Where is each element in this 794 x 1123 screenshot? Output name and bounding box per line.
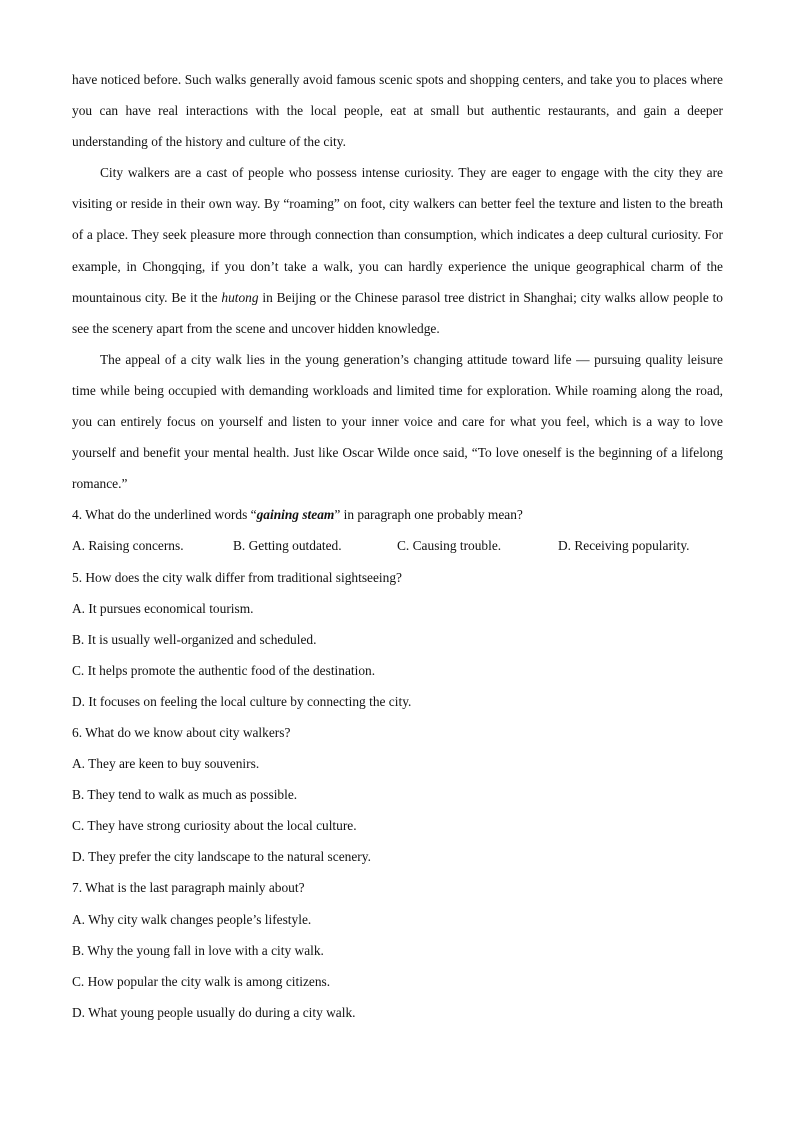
q4-option-b: B. Getting outdated. bbox=[233, 538, 342, 554]
q4-option-c: C. Causing trouble. bbox=[397, 538, 502, 554]
q4-stem-start: 4. What do the underlined words “ bbox=[72, 507, 257, 523]
q5-option-d: D. It focuses on feeling the local culture by connecting the city. bbox=[72, 693, 412, 709]
q5-option-b: B. It is usually well-organized and scheduled. bbox=[72, 631, 317, 647]
question-4-options bbox=[72, 530, 723, 561]
q7-option-b: B. Why the young fall in love with a city walk. bbox=[72, 942, 324, 958]
passage-paragraph-3: The appeal of a city walk lies in the young generation’s changing attitude toward life — pursuing quality leisure time while being occupied with demanding workloads and limited time for exploration. While roaming along the road, you can entirely focus on yourself and listen to your inner voice and care for what you feel, which is a way to love yourself and benefit your mental health. Just like Oscar Wilde once said, “To love oneself is the beginning of a lifelong romance.” bbox=[72, 351, 723, 492]
question-7-stem: 7. What is the last paragraph mainly about? bbox=[72, 880, 305, 896]
question-4-stem bbox=[72, 499, 723, 530]
q6-option-d: D. They prefer the city landscape to the natural scenery. bbox=[72, 849, 371, 865]
q4-option-d: D. Receiving popularity. bbox=[558, 538, 690, 554]
hutong-term: hutong bbox=[221, 289, 259, 305]
passage-paragraph-1: have noticed before. Such walks generally avoid famous scenic spots and shopping centers, and take you to places where you can have real interactions with the local people, eat at small but authentic restaurants, and gain a deeper understanding of the history and culture of the city. bbox=[72, 72, 723, 150]
passage-paragraph-2 bbox=[72, 157, 723, 344]
q4-underlined-words: gaining steam bbox=[256, 507, 335, 523]
question-6-stem: 6. What do we know about city walkers? bbox=[72, 724, 291, 740]
paragraph-2-text-b: in Beijing or the Chinese parasol tree district in Shanghai; city walks allow people to see the scenery apart from the scene and uncover hidden knowledge. bbox=[72, 289, 723, 336]
q5-option-c: C. It helps promote the authentic food of the destination. bbox=[72, 662, 376, 678]
q7-option-c: C. How popular the city walk is among citizens. bbox=[72, 973, 331, 989]
q4-stem-end: ” in paragraph one probably mean? bbox=[334, 507, 523, 523]
question-5-stem: 5. How does the city walk differ from traditional sightseeing? bbox=[72, 569, 402, 585]
q6-option-b: B. They tend to walk as much as possible. bbox=[72, 787, 298, 803]
q4-option-a: A. Raising concerns. bbox=[72, 538, 184, 554]
q7-option-d: D. What young people usually do during a city walk. bbox=[72, 1004, 356, 1020]
exam-page bbox=[72, 64, 723, 1028]
q6-option-a: A. They are keen to buy souvenirs. bbox=[72, 756, 260, 772]
q7-option-a: A. Why city walk changes people’s lifestyle. bbox=[72, 911, 312, 927]
q6-option-c: C. They have strong curiosity about the local culture. bbox=[72, 818, 357, 834]
q5-option-a: A. It pursues economical tourism. bbox=[72, 600, 254, 616]
paragraph-2-text-a: City walkers are a cast of people who possess intense curiosity. They are eager to engage with the city they are visiting or reside in their own way. By “roaming” on foot, city walkers can better feel the texture and listen to the breath of a place. They seek pleasure more through connection than consumption, which indicates a deep cultural curiosity. For example, in Chongqing, if you don’t take a walk, you can hardly experience the unique geographical charm of the mountainous city. Be it the bbox=[72, 165, 723, 305]
